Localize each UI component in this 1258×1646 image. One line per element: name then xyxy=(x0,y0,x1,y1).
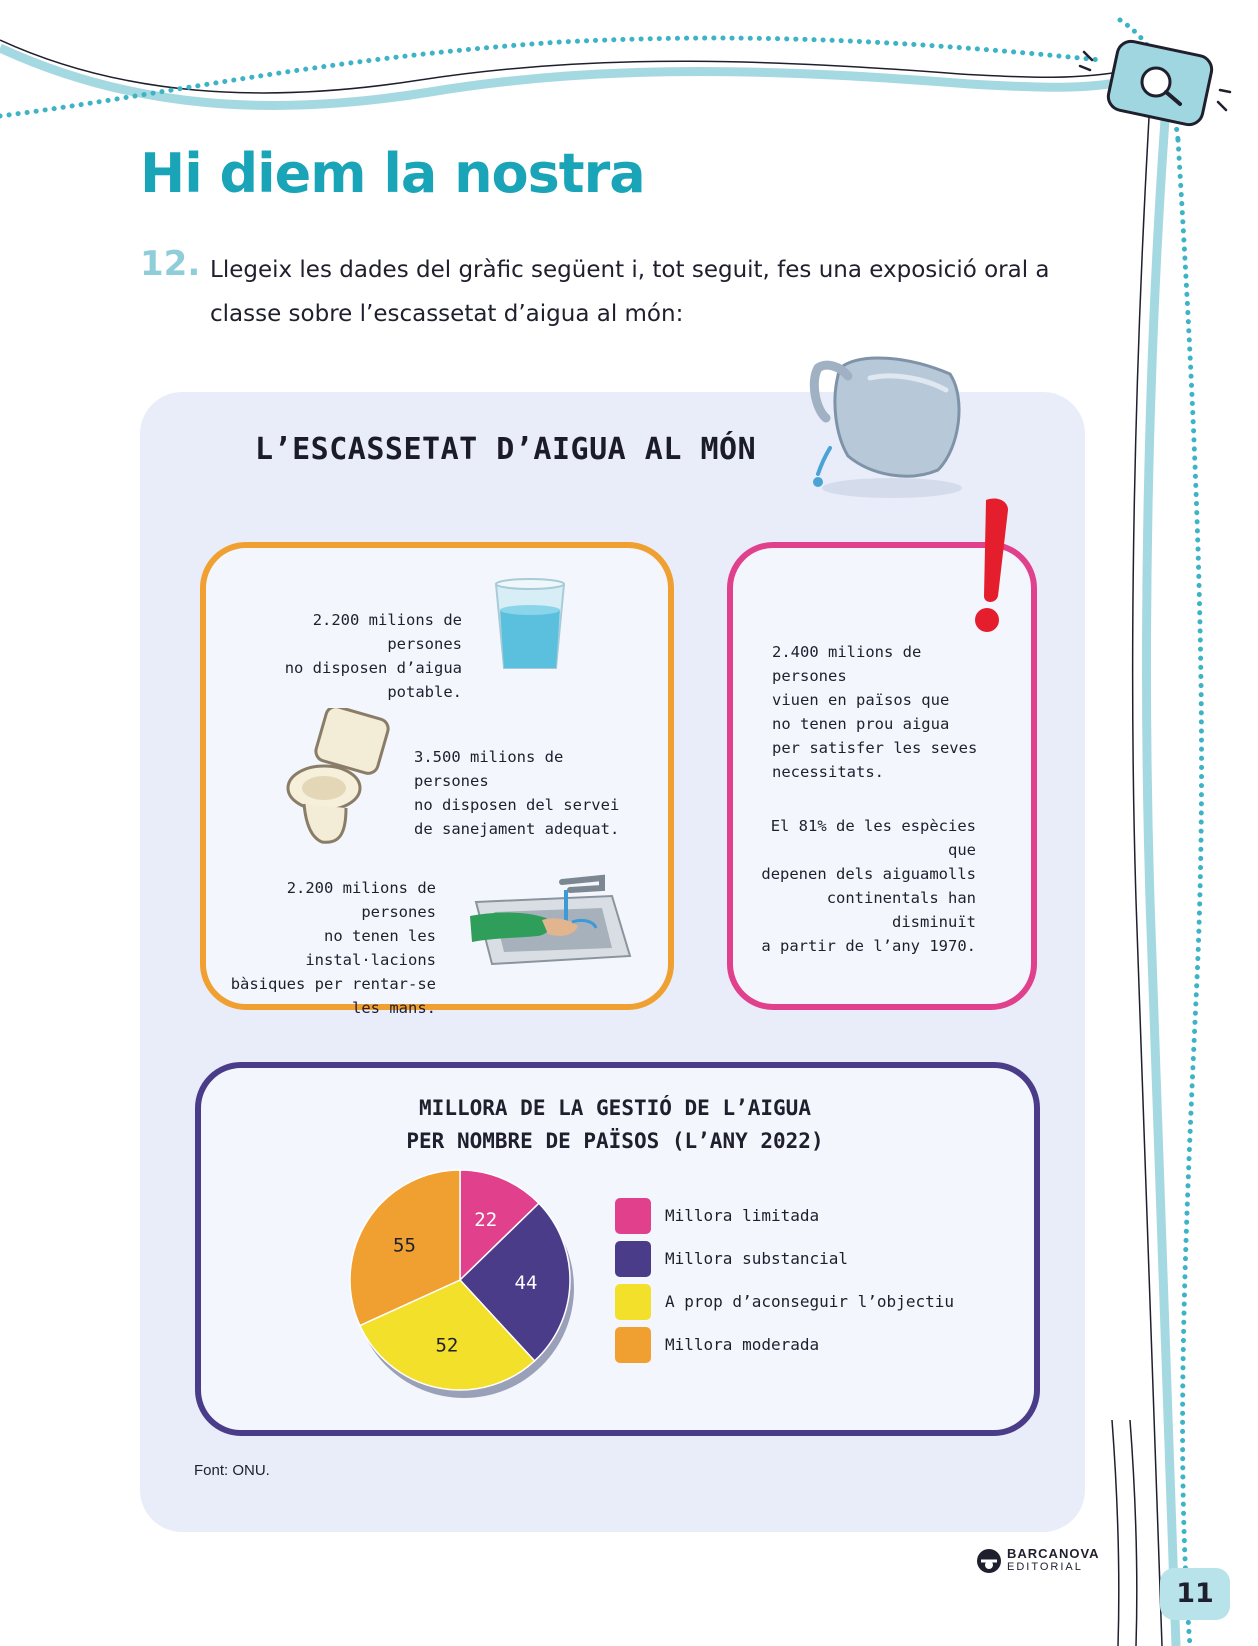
fact-handwashing xyxy=(220,876,436,1020)
infographic-title: L’ESCASSETAT D’AIGUA AL MÓN xyxy=(255,432,757,467)
handwashing-sink-icon xyxy=(462,872,634,968)
legend-swatch xyxy=(615,1198,651,1234)
pie-data-label: 55 xyxy=(393,1234,416,1257)
fact-line: 2.200 milions de persones xyxy=(286,879,436,921)
fact-line: 3.500 milions de persones xyxy=(414,748,564,790)
fact-line: no tenen les instal·lacions xyxy=(305,927,436,969)
fact-line: de sanejament adequat. xyxy=(414,820,620,838)
pie-data-label: 22 xyxy=(474,1209,498,1232)
exercise-instruction: Llegeix les dades del gràfic següent i, tot seguit, fes una exposició oral a classe sobre l’escassetat d’aigua al món: xyxy=(210,257,1050,327)
fact-line: no tenen prou aigua xyxy=(772,715,950,733)
fact-line: El 81% de les espècies que xyxy=(770,817,976,859)
fact-potable-water xyxy=(240,608,462,704)
fact-line: continentals han disminuït xyxy=(826,889,976,931)
legend-label: Millora substancial xyxy=(665,1249,849,1268)
fact-line: a partir de l’any 1970. xyxy=(761,937,976,955)
legend-swatch xyxy=(615,1284,651,1320)
exclamation-icon xyxy=(968,496,1018,636)
fact-line: viuen en països que xyxy=(772,691,950,709)
chart-title-line: MILLORA DE LA GESTIÓ DE L’AIGUA xyxy=(419,1096,811,1120)
fact-line: bàsiques per rentar-se xyxy=(230,975,436,993)
legend-swatch xyxy=(615,1327,651,1363)
fact-line: no disposen d’aigua potable. xyxy=(284,659,462,701)
publisher-logo-icon xyxy=(976,1548,1002,1574)
fact-line: no disposen del servei xyxy=(414,796,620,814)
right-wave-band xyxy=(1146,120,1176,1646)
fact-line: 2.400 milions de persones xyxy=(772,643,922,685)
right-edge-line xyxy=(1112,1420,1119,1646)
publisher-name: BARCANOVA xyxy=(1007,1546,1100,1561)
section-title: Hi diem la nostra xyxy=(140,142,645,205)
pie-data-label: 52 xyxy=(435,1334,459,1357)
fact-line: les mans. xyxy=(352,999,436,1017)
chart-title xyxy=(300,1092,930,1158)
top-wave-band xyxy=(0,48,1130,105)
chart-title-line: PER NOMBRE DE PAÏSOS (L’ANY 2022) xyxy=(406,1129,824,1153)
fact-line: necessitats. xyxy=(772,763,884,781)
pie-chart xyxy=(340,1160,590,1410)
fact-species xyxy=(750,814,976,958)
fact-line: per satisfer les seves xyxy=(772,739,978,757)
page-number: 11 xyxy=(1176,1578,1214,1609)
legend-label: Millora limitada xyxy=(665,1206,820,1225)
toilet-icon xyxy=(282,708,394,848)
pie-data-label: 44 xyxy=(514,1271,538,1294)
legend-label: A prop d’aconseguir l’objectiu xyxy=(665,1292,954,1311)
water-glass-icon xyxy=(490,578,570,674)
legend-label: Millora moderada xyxy=(665,1335,820,1354)
right-edge-line-2 xyxy=(1130,1420,1137,1646)
fact-sanitation xyxy=(414,745,634,841)
water-jug-icon xyxy=(800,338,970,508)
fact-countries xyxy=(772,640,992,784)
legend-swatch xyxy=(615,1241,651,1277)
fact-line: 2.200 milions de persones xyxy=(312,611,462,653)
right-dotted-line xyxy=(1178,140,1202,1646)
source-note: Font: ONU. xyxy=(194,1462,270,1479)
publisher-subtitle: EDITORIAL xyxy=(1007,1561,1083,1573)
exercise-number: 12. xyxy=(140,244,201,284)
fact-line: depenen dels aiguamolls xyxy=(761,865,976,883)
